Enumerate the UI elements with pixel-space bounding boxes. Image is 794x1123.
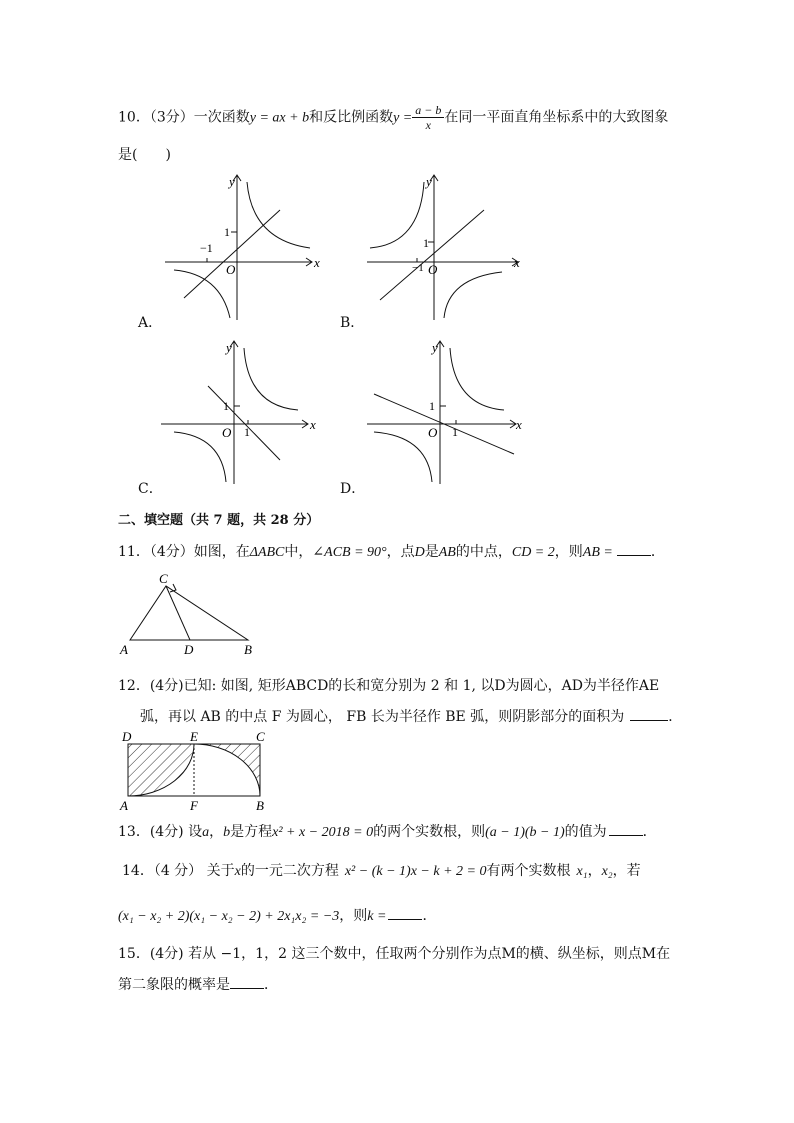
q10-line2: 是( ) xyxy=(118,147,171,163)
q12-shade-right xyxy=(194,744,260,796)
q14-line1 xyxy=(122,860,641,880)
graph-a-y-label: y xyxy=(229,174,235,189)
q13-pre: 13．(4分) 设 xyxy=(118,824,203,840)
q12-label-f: F xyxy=(190,798,198,812)
q14-condition: (x₁ − x₂ + 2)(x₁ − x₂ − 2) + 2x₁x₂ = −3 xyxy=(118,909,340,924)
section-heading: 二、填空题（共 7 题，共 28 分） xyxy=(118,513,320,528)
q13-answer-blank[interactable] xyxy=(609,821,643,836)
q12-line1: 12．(4分)已知: 如图, 矩形ABCD的长和宽分别为 2 和 1, 以D为圆心，AD为半径作AE xyxy=(118,678,660,694)
graph-c-x-label: x xyxy=(310,417,316,432)
q13-b: b xyxy=(223,825,231,840)
q12-label-e: E xyxy=(190,730,198,744)
graph-d-origin: O xyxy=(428,425,438,440)
q11-label-c: C xyxy=(159,571,168,586)
q14-x1: x₁ xyxy=(576,864,588,879)
q14-mid2: 有两个实数根 xyxy=(486,863,571,879)
q12-label-b: B xyxy=(256,798,264,812)
graph-c xyxy=(156,336,324,486)
q11-text xyxy=(118,541,665,561)
option-b-label: B． xyxy=(340,315,365,331)
graph-c-tick-y1: 1 xyxy=(223,399,229,413)
option-d-label: D． xyxy=(340,481,366,497)
q10-text-post: 在同一平面直角坐标系中的大致图象 xyxy=(444,109,669,126)
q11-triangle: ΔABC xyxy=(249,545,285,560)
q13-end: ． xyxy=(642,824,657,840)
graph-b-y-label: y xyxy=(426,174,432,189)
q14-end: ． xyxy=(422,908,437,924)
graph-a-tick-1: 1 xyxy=(224,225,230,239)
graph-c-tick-x1: 1 xyxy=(244,425,250,439)
graph-b-hyperbola-q2 xyxy=(370,182,424,248)
q10-score: （3分） xyxy=(149,109,194,126)
q14-answer-blank[interactable] xyxy=(388,905,422,920)
q14-line2 xyxy=(118,905,436,925)
q11-ab2: AB = xyxy=(582,545,613,560)
q10-text-mid: 和反比例函数 xyxy=(309,109,394,126)
q11-pre: 11．（4分）如图，在 xyxy=(118,544,250,560)
graph-d-x-label: x xyxy=(516,417,522,432)
graph-d-hyperbola-q1 xyxy=(450,348,504,410)
graph-a-tick-minus1: −1 xyxy=(200,241,213,255)
q12-line2-text: 弧，再以 AB 的中点 F 为圆心， FB 长为半径作 BE 弧，则阴影部分的面积为 xyxy=(140,709,625,725)
q11-label-a: A xyxy=(120,642,128,657)
graph-b-origin: O xyxy=(428,262,438,277)
q10-linear-fn: y = ax + b xyxy=(249,110,310,126)
graph-a-line xyxy=(184,210,280,298)
q13-text xyxy=(118,821,657,841)
graph-d-tick-y1: 1 xyxy=(429,399,435,413)
q10-line1 xyxy=(118,103,668,132)
graph-a-hyperbola-q1 xyxy=(247,182,310,248)
q15-answer-blank[interactable] xyxy=(230,974,264,989)
graph-b-tick-minus1: −1 xyxy=(412,262,424,274)
q14-mid: 的一元二次方程 xyxy=(240,863,339,879)
graph-b-tick-1: 1 xyxy=(423,236,429,250)
q10-text-pre: 一次函数 xyxy=(193,109,250,126)
q12-label-c: C xyxy=(256,730,265,744)
q13-mid2: 的两个实数根，则 xyxy=(373,824,486,840)
q14-ruo: ，若 xyxy=(612,863,641,879)
q15-line2 xyxy=(118,974,278,994)
graph-a-origin: O xyxy=(226,262,236,277)
q11-end: ． xyxy=(650,544,665,560)
graph-a-hyperbola-q3 xyxy=(174,270,230,318)
option-a-label: A． xyxy=(138,315,163,331)
q14-equation: x² − (k − 1)x − k + 2 = 0 xyxy=(344,864,487,879)
q11-t2: 中， xyxy=(284,544,313,560)
q14-x: x xyxy=(234,864,241,879)
q12-line2 xyxy=(140,706,682,726)
graph-c-hyperbola-q1 xyxy=(244,348,298,410)
q12-label-d: D xyxy=(122,730,132,744)
q11-d: D xyxy=(414,545,425,560)
q12-shade-left xyxy=(128,744,194,796)
q11-t6: ，则 xyxy=(554,544,583,560)
q11-label-b: B xyxy=(244,642,252,657)
q10-frac-den: x xyxy=(425,118,431,132)
q13-expression: (a − 1)(b − 1) xyxy=(485,825,565,840)
q14-x2: x₂ xyxy=(601,864,613,879)
graph-c-y-label: y xyxy=(226,340,232,355)
q15-line1: 15．(4分) 若从 −1，1，2 这三个数中，任取两个分别作为点M的横、纵坐标，则点M在 xyxy=(118,946,671,962)
graph-d-tick-x1: 1 xyxy=(452,425,458,439)
q11-cd: CD = 2 xyxy=(511,545,555,560)
q13-comma: ， xyxy=(209,824,224,840)
q10-number: 10． xyxy=(118,109,150,126)
q12-end: ． xyxy=(668,709,683,725)
q12-answer-blank[interactable] xyxy=(630,706,668,721)
q11-triangle-shape xyxy=(130,586,248,640)
q11-angle: ∠ACB = 90° xyxy=(312,545,387,560)
graph-b-line xyxy=(380,210,484,300)
q11-t5: 的中点， xyxy=(455,544,512,560)
q11-ab: AB xyxy=(438,545,456,560)
q10-inverse-lhs: y = xyxy=(393,110,413,126)
q11-t4: 是 xyxy=(424,544,439,560)
q14-pre: 14．（4 分） 关于 xyxy=(122,863,235,879)
graph-d xyxy=(362,336,530,486)
q12-label-a: A xyxy=(120,798,128,812)
q13-mid: 是方程 xyxy=(230,824,273,840)
q14-comma: ， xyxy=(587,863,602,879)
q10-frac-num: a − b xyxy=(412,103,444,118)
q11-triangle-figure xyxy=(116,570,261,658)
graph-a-x-label: x xyxy=(314,255,320,270)
graph-c-hyperbola-q3 xyxy=(174,432,226,482)
q13-post: 的值为 xyxy=(564,824,607,840)
graph-d-hyperbola-q3 xyxy=(374,432,432,482)
q10-fraction xyxy=(412,103,444,132)
q13-equation: x² + x − 2018 = 0 xyxy=(272,825,374,840)
graph-c-origin: O xyxy=(222,425,232,440)
q14-k: k = xyxy=(367,909,387,924)
graph-c-line xyxy=(208,386,280,460)
q11-t3: ，点 xyxy=(386,544,415,560)
graph-a xyxy=(160,170,320,325)
q13-a: a xyxy=(202,825,210,840)
graph-b xyxy=(362,170,524,325)
q12-rectangle-figure xyxy=(116,730,276,812)
q11-answer-blank[interactable] xyxy=(617,541,651,556)
q14-ze: ，则 xyxy=(339,908,368,924)
q15-line2-text: 第二象限的概率是 xyxy=(118,977,230,993)
graph-d-y-label: y xyxy=(432,340,438,355)
q11-right-angle-mark xyxy=(170,584,176,592)
q15-end: ． xyxy=(264,977,278,993)
q11-label-d: D xyxy=(184,642,194,657)
graph-b-x-label: x xyxy=(514,255,520,270)
option-c-label: C． xyxy=(138,481,163,497)
graph-b-hyperbola-q4 xyxy=(444,272,502,318)
